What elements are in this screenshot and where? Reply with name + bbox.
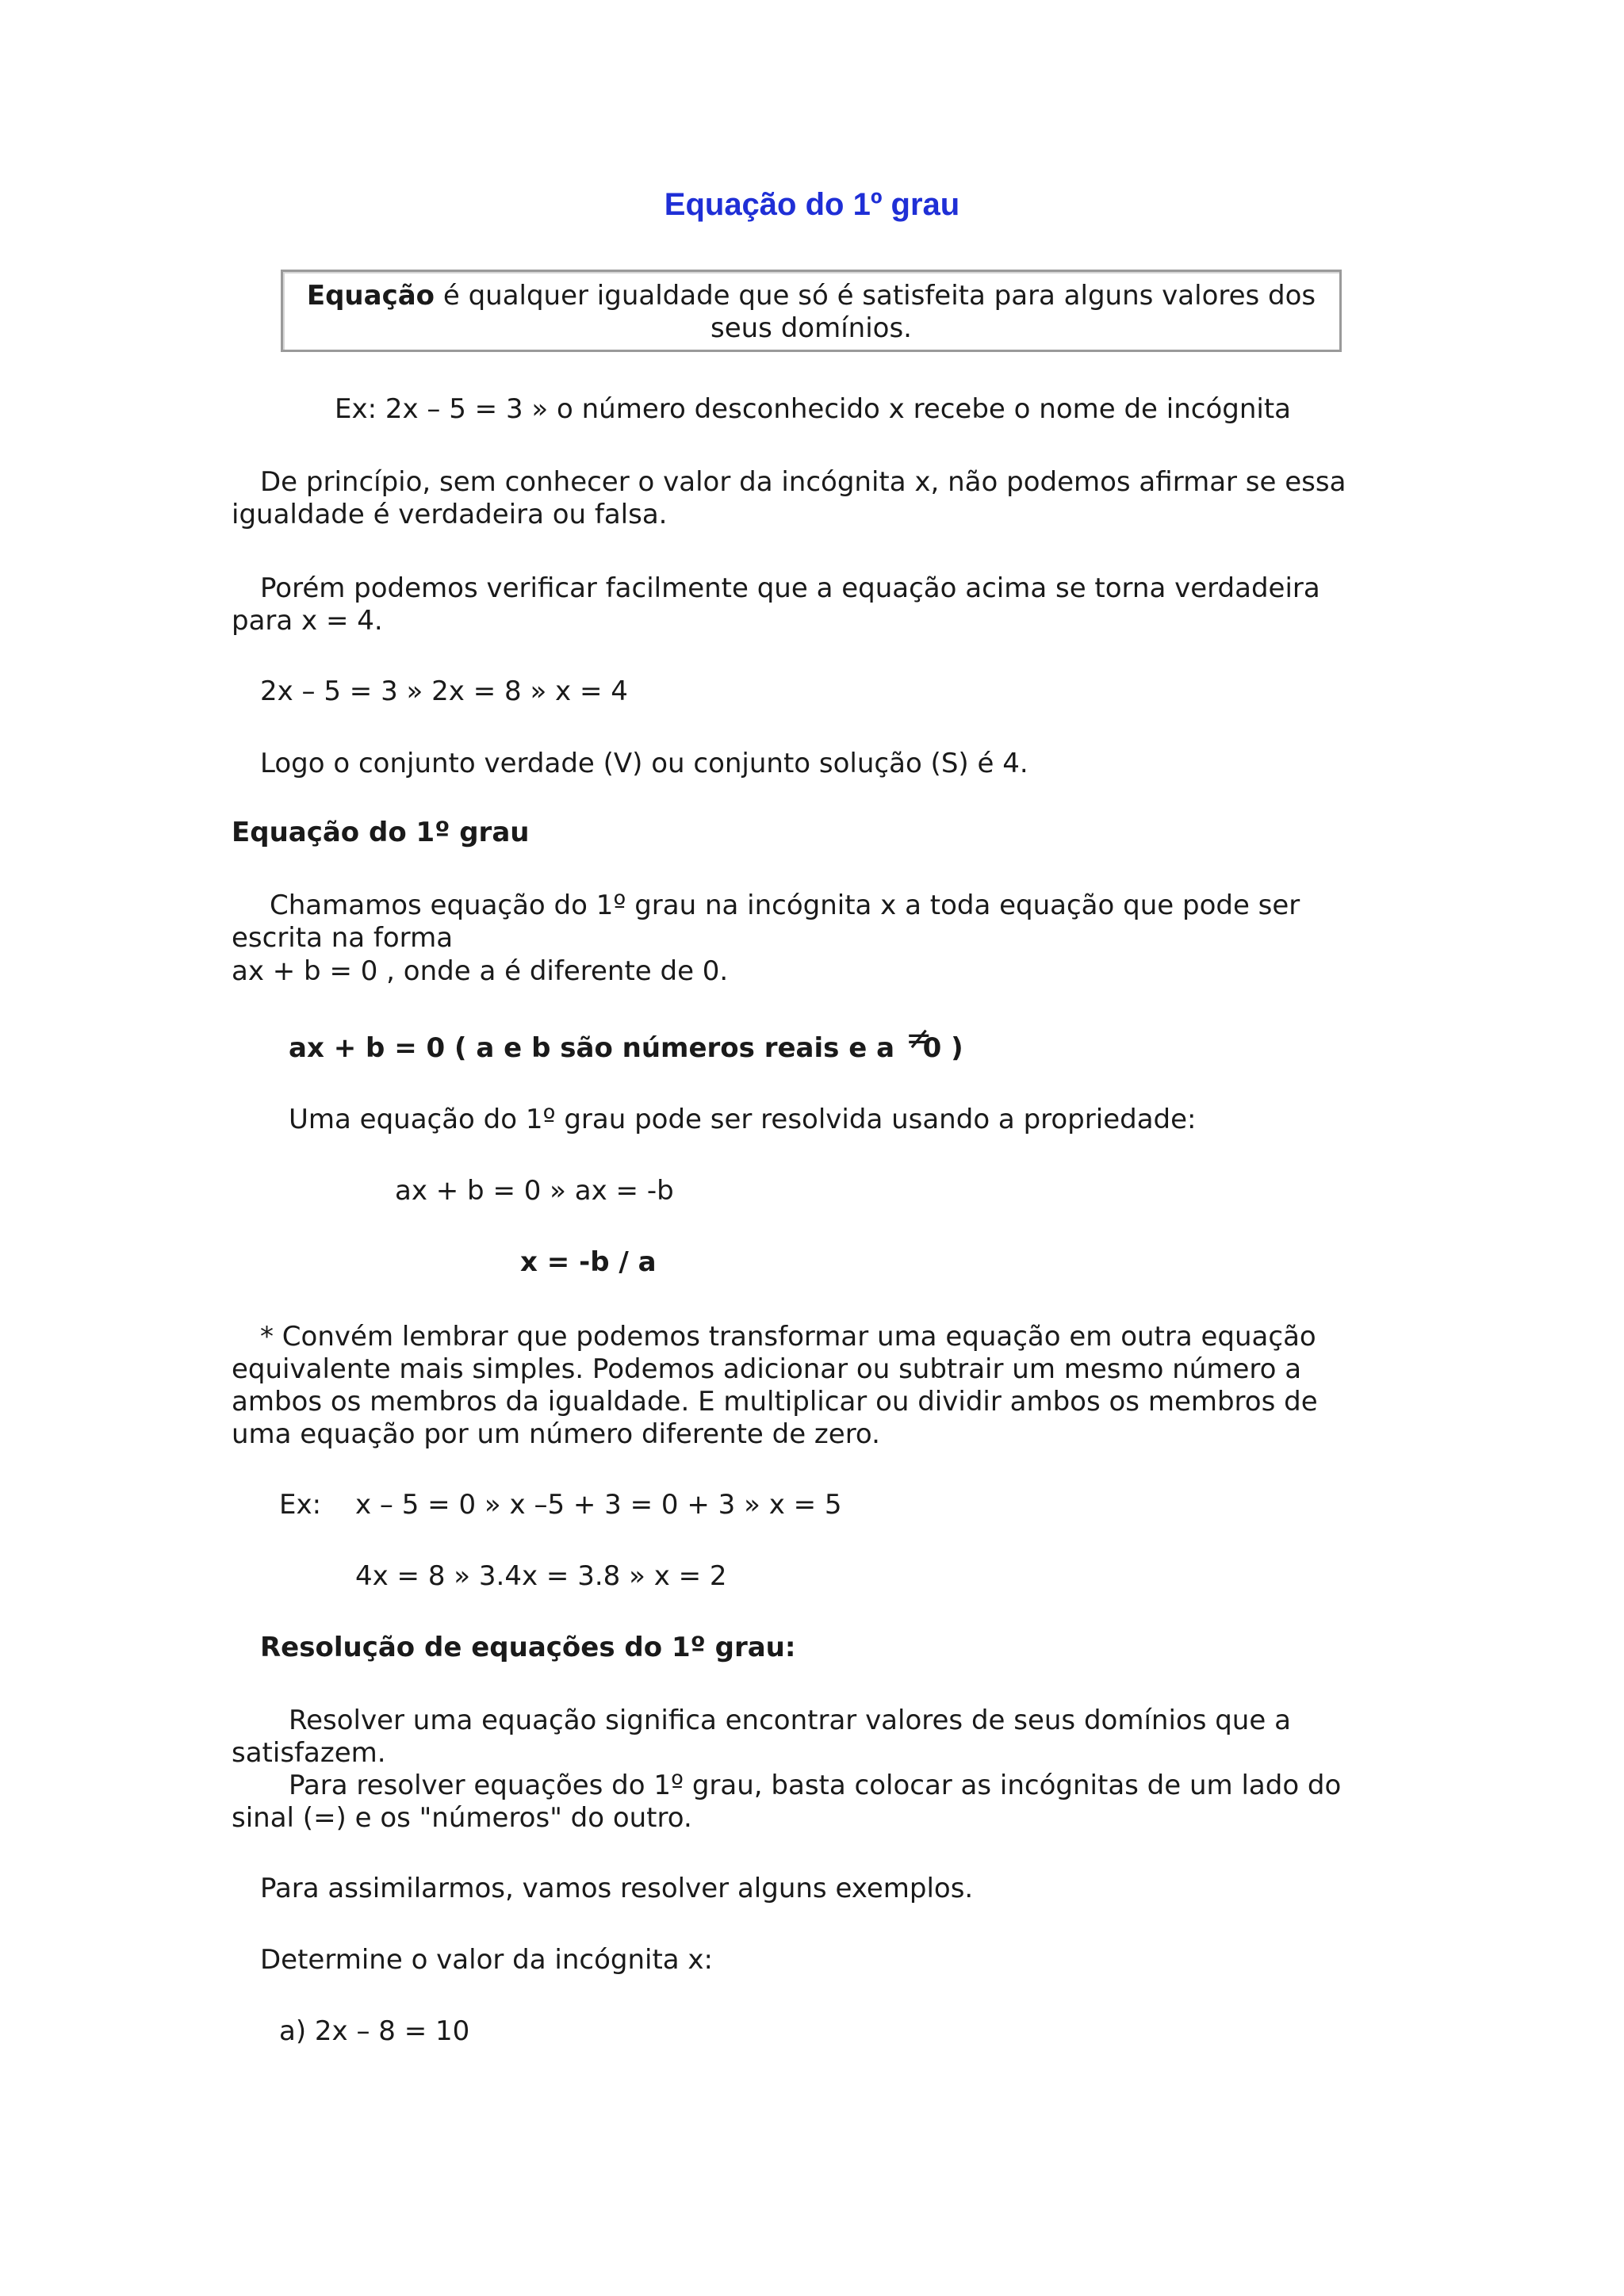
- paragraph-assimilar: Para assimilarmos, vamos resolver alguns exemplos.: [260, 1873, 974, 1904]
- example2-line-2: 4x = 8 » 3.4x = 3.8 » x = 2: [355, 1560, 727, 1592]
- not-equal-symbol: ≠: [905, 1020, 933, 1057]
- paragraph-chamamos: Chamamos equação do 1º grau na incógnita x a toda equação que pode ser escrita na forma: [232, 890, 1300, 954]
- paragraph-principio: De princípio, sem conhecer o valor da incógnita x, não podemos afirmar se essa igualdade é verdadeira ou falsa.: [232, 466, 1346, 530]
- solution-set-text: Logo o conjunto verdade (V) ou conjunto solução (S) é 4.: [260, 748, 1028, 779]
- definition-box: [281, 270, 1342, 352]
- page-title: Equação do 1º grau: [664, 187, 960, 222]
- example-solve: 2x – 5 = 3 » 2x = 8 » x = 4: [260, 675, 628, 707]
- paragraph-resolver-2: Para resolver equações do 1º grau, basta colocar as incógnitas de um lado do sinal (=) e os "números" do outro.: [232, 1770, 1342, 1834]
- formula-end: 0 ): [922, 1032, 963, 1064]
- example2-label: Ex:: [279, 1489, 322, 1521]
- definition-text: é qualquer igualdade que só é satisfeita para alguns valores dos seus domínios.: [435, 280, 1316, 344]
- formula-general: [289, 1020, 963, 1065]
- section-heading-resolucao: Resolução de equações do 1º grau:: [260, 1632, 796, 1663]
- formula-main: ax + b = 0 ( a e b são números reais e a: [289, 1032, 904, 1064]
- paragraph-determine: Determine o valor da incógnita x:: [260, 1944, 714, 1976]
- example2-line-1: x – 5 = 0 » x –5 + 3 = 0 + 3 » x = 5: [355, 1489, 842, 1521]
- example-intro: Ex: 2x – 5 = 3 » o número desconhecido x recebe o nome de incógnita: [335, 393, 1292, 425]
- paragraph-chamamos-form: ax + b = 0 , onde a é diferente de 0.: [232, 955, 729, 987]
- paragraph-resolver-1: Resolver uma equação significa encontrar valores de seus domínios que a satisfazem.: [232, 1705, 1291, 1769]
- paragraph-porem: Porém podemos verificar facilmente que a equação acima se torna verdadeira para x = 4.: [232, 572, 1320, 637]
- exercise-item-a: a) 2x – 8 = 10: [279, 2015, 470, 2047]
- definition-term: Equação: [306, 280, 435, 312]
- property-line-1: ax + b = 0 » ax = -b: [395, 1175, 674, 1207]
- paragraph-convem: * Convém lembrar que podemos transformar uma equação em outra equação equivalente mais simples. Podemos adicionar ou subtrair um mesmo número a ambos os membros da igualdade. E multiplicar ou dividir ambos os membros de uma equação por um número diferente de zero.: [232, 1321, 1318, 1450]
- section-heading-equacao: Equação do 1º grau: [232, 817, 530, 848]
- property-line-2: x = -b / a: [520, 1246, 657, 1278]
- paragraph-uma: Uma equação do 1º grau pode ser resolvida usando a propriedade:: [289, 1104, 1197, 1135]
